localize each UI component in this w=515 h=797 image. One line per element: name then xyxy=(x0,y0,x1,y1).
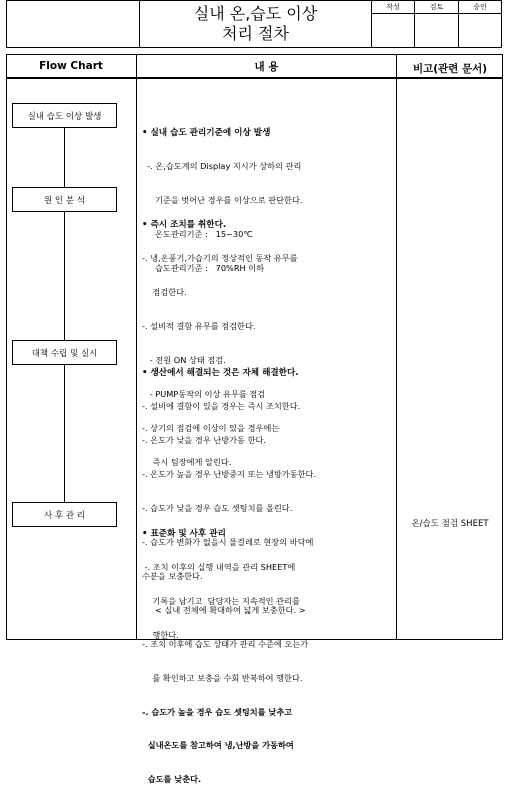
column-header-content: 내 용 xyxy=(254,60,279,73)
approval-author: 작성 xyxy=(386,3,400,11)
section-heading: • 실내 습도 관리기준에 이상 발생 xyxy=(142,127,271,138)
section-cause-analysis: • 즉시 조치를 취한다. -. 냉,온풍기,가습기의 정상적인 동작 유무를 점검한다. -. 설비적 결함 유무를 점검한다. - 전원 ON 상태 점검. - PUMP동작의 이상 유무를 점검 -. 상기의 점검에 이상이 있을 경우에는 즉시 팀장에게 알린다. xyxy=(142,197,394,479)
approval-review: 검토 xyxy=(429,3,444,11)
section-occurrence: • 실내 습도 관리기준에 이상 발생 -. 온,습도계의 Display 지시가 상하의 관리 기준을 벗어난 경우를 이상으로 판단한다. 온도관리기준 : 15~30℃ 습도관리기준 : 70%RH 이하 xyxy=(142,105,394,286)
title-line-2: 처리 절차 xyxy=(222,24,289,43)
header-left-blank xyxy=(6,0,140,48)
section-follow-up: • 표준화 및 사후 관리 -. 조치 이후의 실행 내역을 관리 SHEET에 기록을 남기고 담당자는 지속적인 관리를 행한다. xyxy=(142,506,394,653)
flow-step-follow-up: 사 후 관 리 xyxy=(12,502,117,527)
section-countermeasure: • 생산에서 해결되는 것은 자체 해결한다. -. 설비에 결함이 있을 경우는 즉시 조치한다. -. 온도가 낮을 경우 난방가동 한다. -. 온도가 높을 경우 난방중지 또는 냉방가동한다. -. 습도가 낮을 경우 습도 셋팅치를 올린다. -. 습도가 변화가 없을시 물걸레로 현장의 바닥에 수분을 보충한다. < 실내 전체에 확대하여 넓게 보충한다. > -. 조치 이후에 습도 상태가 관리 수준에 오는가 를 확인하고 보충을 수회 반복하여 행한다. -. 습도가 높을 경우 습도 셋팅치를 낮추고 실내온도를 참고하여 냉,난방을 가동하여 습도를 낮춘다. xyxy=(142,345,394,797)
approval-approve: 승인 xyxy=(473,3,487,11)
flow-step-occurrence: 실내 습도 이상 발생 xyxy=(12,103,117,128)
section-heading: • 즉시 조치를 취한다. xyxy=(142,219,227,230)
section-heading: • 표준화 및 사후 관리 xyxy=(142,528,226,539)
flow-connector-line xyxy=(64,128,65,506)
flow-step-countermeasure: 대책 수립 및 실시 xyxy=(12,340,117,365)
title-line-1: 실내 온,습도 이상 xyxy=(193,4,318,23)
document-title xyxy=(139,0,372,48)
column-header-flow: Flow Chart xyxy=(39,60,103,72)
column-divider-2 xyxy=(396,54,397,640)
column-divider-1 xyxy=(136,54,137,640)
flow-step-cause-analysis: 원 인 분 석 xyxy=(12,187,117,212)
section-heading: • 생산에서 해결되는 것은 자체 해결한다. xyxy=(142,367,299,378)
remark-check-sheet: 온/습도 점검 SHEET xyxy=(411,519,489,529)
column-header-remarks: 비고(관련 문서) xyxy=(412,62,488,75)
approval-box xyxy=(371,0,502,48)
